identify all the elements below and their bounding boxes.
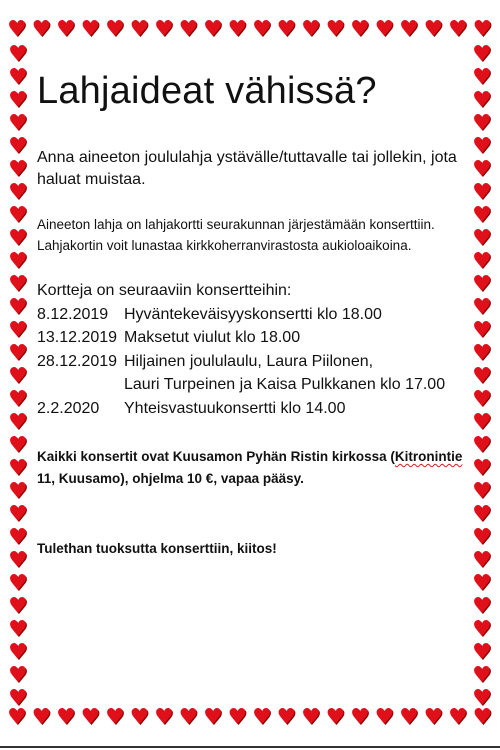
heart-icon: ♥: [8, 111, 28, 136]
heart-icon: ♥: [8, 180, 28, 205]
concert-name: Maksetut viulut klo 18.00: [124, 329, 301, 346]
heart-icon: ♥: [8, 502, 28, 527]
heart-icon: ♥: [472, 640, 492, 665]
heart-icon: ♥: [399, 705, 419, 730]
heart-icon: ♥: [448, 17, 468, 42]
heart-icon: ♥: [472, 272, 492, 297]
heart-icon: ♥: [8, 295, 28, 320]
heart-icon: ♥: [472, 88, 492, 113]
page-title: Lahjaideat vähissä?: [37, 70, 377, 112]
heart-icon: ♥: [8, 249, 28, 274]
heart-icon: ♥: [7, 17, 27, 42]
heart-icon: ♥: [472, 318, 492, 343]
heart-icon: ♥: [350, 705, 370, 730]
heart-icon: ♥: [227, 705, 248, 730]
heart-icon: ♥: [8, 571, 28, 596]
venue-note: [37, 446, 467, 490]
heart-icon: ♥: [472, 17, 493, 42]
heart-icon: ♥: [252, 705, 272, 730]
heart-icon: ♥: [472, 663, 492, 688]
heart-icon: ♥: [472, 686, 492, 711]
heart-icon: ♥: [301, 705, 321, 730]
heart-icon: ♥: [8, 364, 28, 389]
concert-name: Lauri Turpeinen ja Kaisa Pulkkanen klo 17.00: [124, 376, 446, 393]
heart-icon: ♥: [472, 180, 492, 205]
concert-row: [37, 303, 467, 327]
heart-icon: ♥: [8, 65, 28, 90]
venue-note-part2: 11, Kuusamo), ohjelma 10 €, vapaa pääsy.: [37, 471, 304, 486]
heart-icon: ♥: [56, 705, 76, 730]
heart-icon: ♥: [472, 295, 492, 320]
heart-icon: ♥: [472, 226, 492, 251]
page-bottom-edge: [0, 746, 500, 748]
heart-icon: ♥: [472, 203, 492, 228]
heart-icon: ♥: [8, 433, 28, 458]
heart-icon: ♥: [8, 134, 28, 159]
heart-icon: ♥: [325, 705, 346, 730]
heart-icon: ♥: [252, 17, 272, 42]
giftcard-paragraph: Aineeton lahja on lahjakortti seurakunnan järjestämään konserttiin. Lahjakortin voit lunastaa kirkkoherranvirastosta aukioloaikoina.: [37, 217, 435, 253]
concert-date: 2.2.2020: [37, 399, 100, 417]
heart-icon: ♥: [472, 456, 492, 481]
heart-icon: ♥: [178, 17, 199, 42]
heart-icon: ♥: [301, 17, 321, 42]
heart-icon: ♥: [8, 203, 28, 228]
heart-icon: ♥: [8, 341, 28, 366]
heart-icon: ♥: [374, 17, 395, 42]
heart-icon: ♥: [472, 410, 492, 435]
heart-icon: ♥: [105, 17, 125, 42]
heart-icon: ♥: [8, 42, 28, 67]
closing-text: Tulethan tuoksutta konserttiin, kiitos!: [37, 541, 277, 556]
concert-date: 8.12.2019: [37, 305, 109, 323]
heart-icon: ♥: [472, 341, 492, 366]
heart-icon: ♥: [31, 705, 52, 730]
heart-icon: ♥: [472, 617, 492, 642]
heart-icon: ♥: [423, 17, 444, 42]
concert-list: [37, 279, 467, 420]
heart-icon: ♥: [8, 410, 28, 435]
heart-icon: ♥: [399, 17, 419, 42]
concert-date: 28.12.2019: [37, 352, 118, 370]
heart-icon: ♥: [178, 705, 199, 730]
heart-icon: ♥: [472, 387, 492, 412]
concert-name: Hiljainen joululaulu, Laura Piilonen,: [124, 352, 374, 370]
heart-icon: ♥: [8, 318, 28, 343]
concert-row: [37, 350, 467, 374]
flyer-content: [37, 70, 467, 560]
heart-icon: ♥: [129, 705, 150, 730]
heart-icon: ♥: [8, 663, 28, 688]
venue-note-part1: Kaikki konsertit ovat Kuusamon Pyhän Ristin kirkossa (: [37, 449, 395, 464]
heart-icon: ♥: [472, 157, 492, 182]
heart-icon: ♥: [8, 548, 28, 573]
concert-row: [37, 326, 467, 350]
heart-icon: ♥: [154, 705, 174, 730]
heart-icon: ♥: [374, 705, 395, 730]
heart-icon: ♥: [325, 17, 346, 42]
heart-icon: ♥: [129, 17, 150, 42]
heart-icon: ♥: [227, 17, 248, 42]
heart-icon: ♥: [8, 525, 28, 550]
heart-icon: ♥: [472, 705, 493, 730]
heart-icon: ♥: [472, 548, 492, 573]
heart-icon: ♥: [203, 705, 223, 730]
heart-icon: ♥: [472, 525, 492, 550]
heart-icon: ♥: [472, 594, 492, 619]
heart-icon: ♥: [472, 249, 492, 274]
concert-date: 13.12.2019: [37, 329, 118, 346]
heart-icon: ♥: [56, 17, 76, 42]
heart-icon: ♥: [472, 502, 492, 527]
heart-icon: ♥: [472, 433, 492, 458]
heart-icon: ♥: [276, 705, 297, 730]
heart-icon: ♥: [472, 479, 492, 504]
heart-icon: ♥: [80, 17, 101, 42]
heart-icon: ♥: [472, 364, 492, 389]
concert-date: [37, 373, 124, 397]
heart-icon: ♥: [8, 88, 28, 113]
heart-icon: ♥: [7, 705, 27, 730]
concert-row: [37, 397, 467, 421]
heart-icon: ♥: [105, 705, 125, 730]
heart-icon: ♥: [472, 65, 492, 90]
heart-icon: ♥: [448, 705, 468, 730]
heart-icon: ♥: [8, 157, 28, 182]
heart-icon: ♥: [8, 272, 28, 297]
concert-name: Yhteisvastuukonsertti klo 14.00: [124, 399, 346, 417]
heart-icon: ♥: [472, 571, 492, 596]
heart-icon: ♥: [154, 17, 174, 42]
heart-icon: ♥: [350, 17, 370, 42]
heart-icon: ♥: [203, 17, 223, 42]
heart-icon: ♥: [8, 617, 28, 642]
intro-paragraph: Anna aineeton joululahja ystävälle/tuttavalle tai jollekin, jota haluat muistaa.: [37, 149, 457, 188]
heart-icon: ♥: [8, 640, 28, 665]
heart-icon: ♥: [8, 387, 28, 412]
concert-name: Hyväntekeväisyyskonsertti klo 18.00: [124, 305, 382, 323]
heart-icon: ♥: [31, 17, 52, 42]
venue-street: Kitronintie: [394, 449, 463, 464]
heart-icon: ♥: [8, 456, 28, 481]
heart-icon: ♥: [8, 479, 28, 504]
heart-icon: ♥: [423, 705, 444, 730]
heart-icon: ♥: [472, 42, 492, 67]
concert-row-continued: [37, 373, 467, 397]
heart-icon: ♥: [472, 111, 492, 136]
concert-list-intro: Kortteja on seuraaviin konsertteihin:: [37, 282, 292, 299]
heart-icon: ♥: [8, 226, 28, 251]
heart-icon: ♥: [276, 17, 297, 42]
heart-icon: ♥: [472, 134, 492, 159]
heart-icon: ♥: [8, 594, 28, 619]
heart-icon: ♥: [80, 705, 101, 730]
heart-icon: ♥: [8, 686, 28, 711]
